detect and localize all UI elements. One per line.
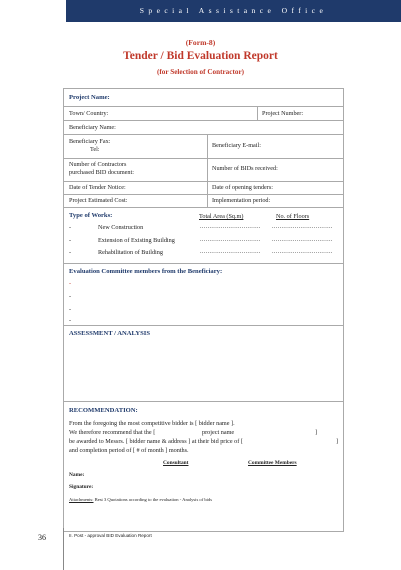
divider: [207, 134, 208, 207]
works-dash: -: [69, 249, 72, 256]
type-of-works-heading: Type of Works:: [69, 212, 113, 219]
recommendation-line-3: be awarded to Messrs. [ bidder name & address ] at their bid price of [: [69, 438, 243, 445]
works-item-extension: Extension of Existing Building: [98, 237, 175, 244]
office-title: Special Assistance Office: [139, 6, 328, 15]
document-title: Tender / Bid Evaluation Report: [123, 50, 278, 62]
total-area-column: Total Area (Sq.m): [199, 213, 244, 220]
assessment-heading: ASSESSMENT / ANALYSIS: [69, 330, 150, 337]
page-number: 36: [38, 533, 46, 542]
recommendation-line-4: and completion period of [ # of month ] months.: [69, 447, 189, 454]
estimated-cost-label: Project Estimated Cost:: [69, 197, 128, 204]
town-country-label: Town/ Country:: [69, 110, 109, 117]
divider: [64, 134, 343, 135]
works-dash: -: [69, 237, 72, 244]
committee-member-bullet: -: [69, 317, 72, 324]
attachments-text: Best 3 Quotations according to the evaluation - Analysis of bids: [93, 497, 213, 502]
committee-members-column: Committee Members: [248, 460, 297, 466]
divider: [64, 106, 343, 107]
attachments-label: Attachments:: [69, 497, 94, 502]
works-dash: -: [69, 224, 72, 231]
project-name-label: Project Name:: [69, 94, 110, 101]
beneficiary-name-label: Beneficiary Name:: [69, 124, 116, 131]
committee-member-bullet: -: [69, 293, 72, 300]
bracket-close: ]: [315, 429, 318, 436]
form-number: (Form-8): [185, 38, 216, 47]
committee-heading: Evaluation Committee members from the Beneficiary:: [69, 268, 223, 275]
footer-divider: [63, 528, 64, 570]
attachments-note: [69, 496, 212, 504]
committee-member-bullet: -: [69, 280, 72, 287]
footer-text: II. Post - approval BID Evaluation Report: [69, 533, 152, 538]
document-subtitle: (for Selection of Contractor): [156, 68, 245, 76]
area-blank: ................................: [200, 224, 261, 230]
project-name-placeholder: project name: [202, 429, 235, 436]
tel-label: Tel:: [90, 146, 100, 153]
contractors-label-2: purchased BID document:: [69, 169, 134, 176]
beneficiary-email-label: Beneficiary E-mail:: [212, 142, 261, 149]
contractors-label: Number of Contractors: [69, 161, 127, 168]
signature-label: Signature:: [69, 484, 94, 490]
bids-received-label: Number of BIDs received:: [212, 165, 278, 172]
name-label: Name:: [69, 472, 85, 478]
divider: [64, 158, 343, 159]
divider: [64, 263, 343, 264]
works-item-rehabilitation: Rehabilitation of Building: [98, 249, 163, 256]
area-blank: ................................: [200, 249, 261, 255]
opening-tenders-label: Date of opening tenders:: [212, 184, 273, 191]
floors-column: No. of Floors: [276, 213, 310, 220]
divider: [64, 194, 343, 195]
floors-blank: ................................: [272, 237, 333, 243]
divider: [64, 120, 343, 121]
recommendation-line-1: From the foregoing the most competitive bidder is [ bidder name ].: [69, 420, 235, 427]
floors-blank: ................................: [272, 249, 333, 255]
works-item-new-construction: New Construction: [98, 224, 144, 231]
consultant-column: Consultant: [163, 460, 189, 466]
tender-notice-label: Date of Tender Notice:: [69, 184, 126, 191]
report-form: [63, 88, 344, 532]
bracket-close: ]: [336, 438, 339, 445]
beneficiary-fax-label: Beneficiary Fax:: [69, 138, 111, 145]
recommendation-heading: RECOMMENDATION:: [69, 407, 138, 414]
area-blank: ................................: [200, 237, 261, 243]
divider: [64, 325, 343, 326]
divider: [64, 181, 343, 182]
divider: [64, 401, 343, 402]
committee-member-bullet: -: [69, 306, 72, 313]
project-number-label: Project Number:: [262, 110, 304, 117]
recommendation-line-2: We therefore recommend that the [: [69, 429, 156, 436]
divider: [257, 106, 258, 120]
divider: [64, 207, 343, 208]
implementation-period-label: Implementation period:: [212, 197, 271, 204]
floors-blank: ................................: [272, 224, 333, 230]
